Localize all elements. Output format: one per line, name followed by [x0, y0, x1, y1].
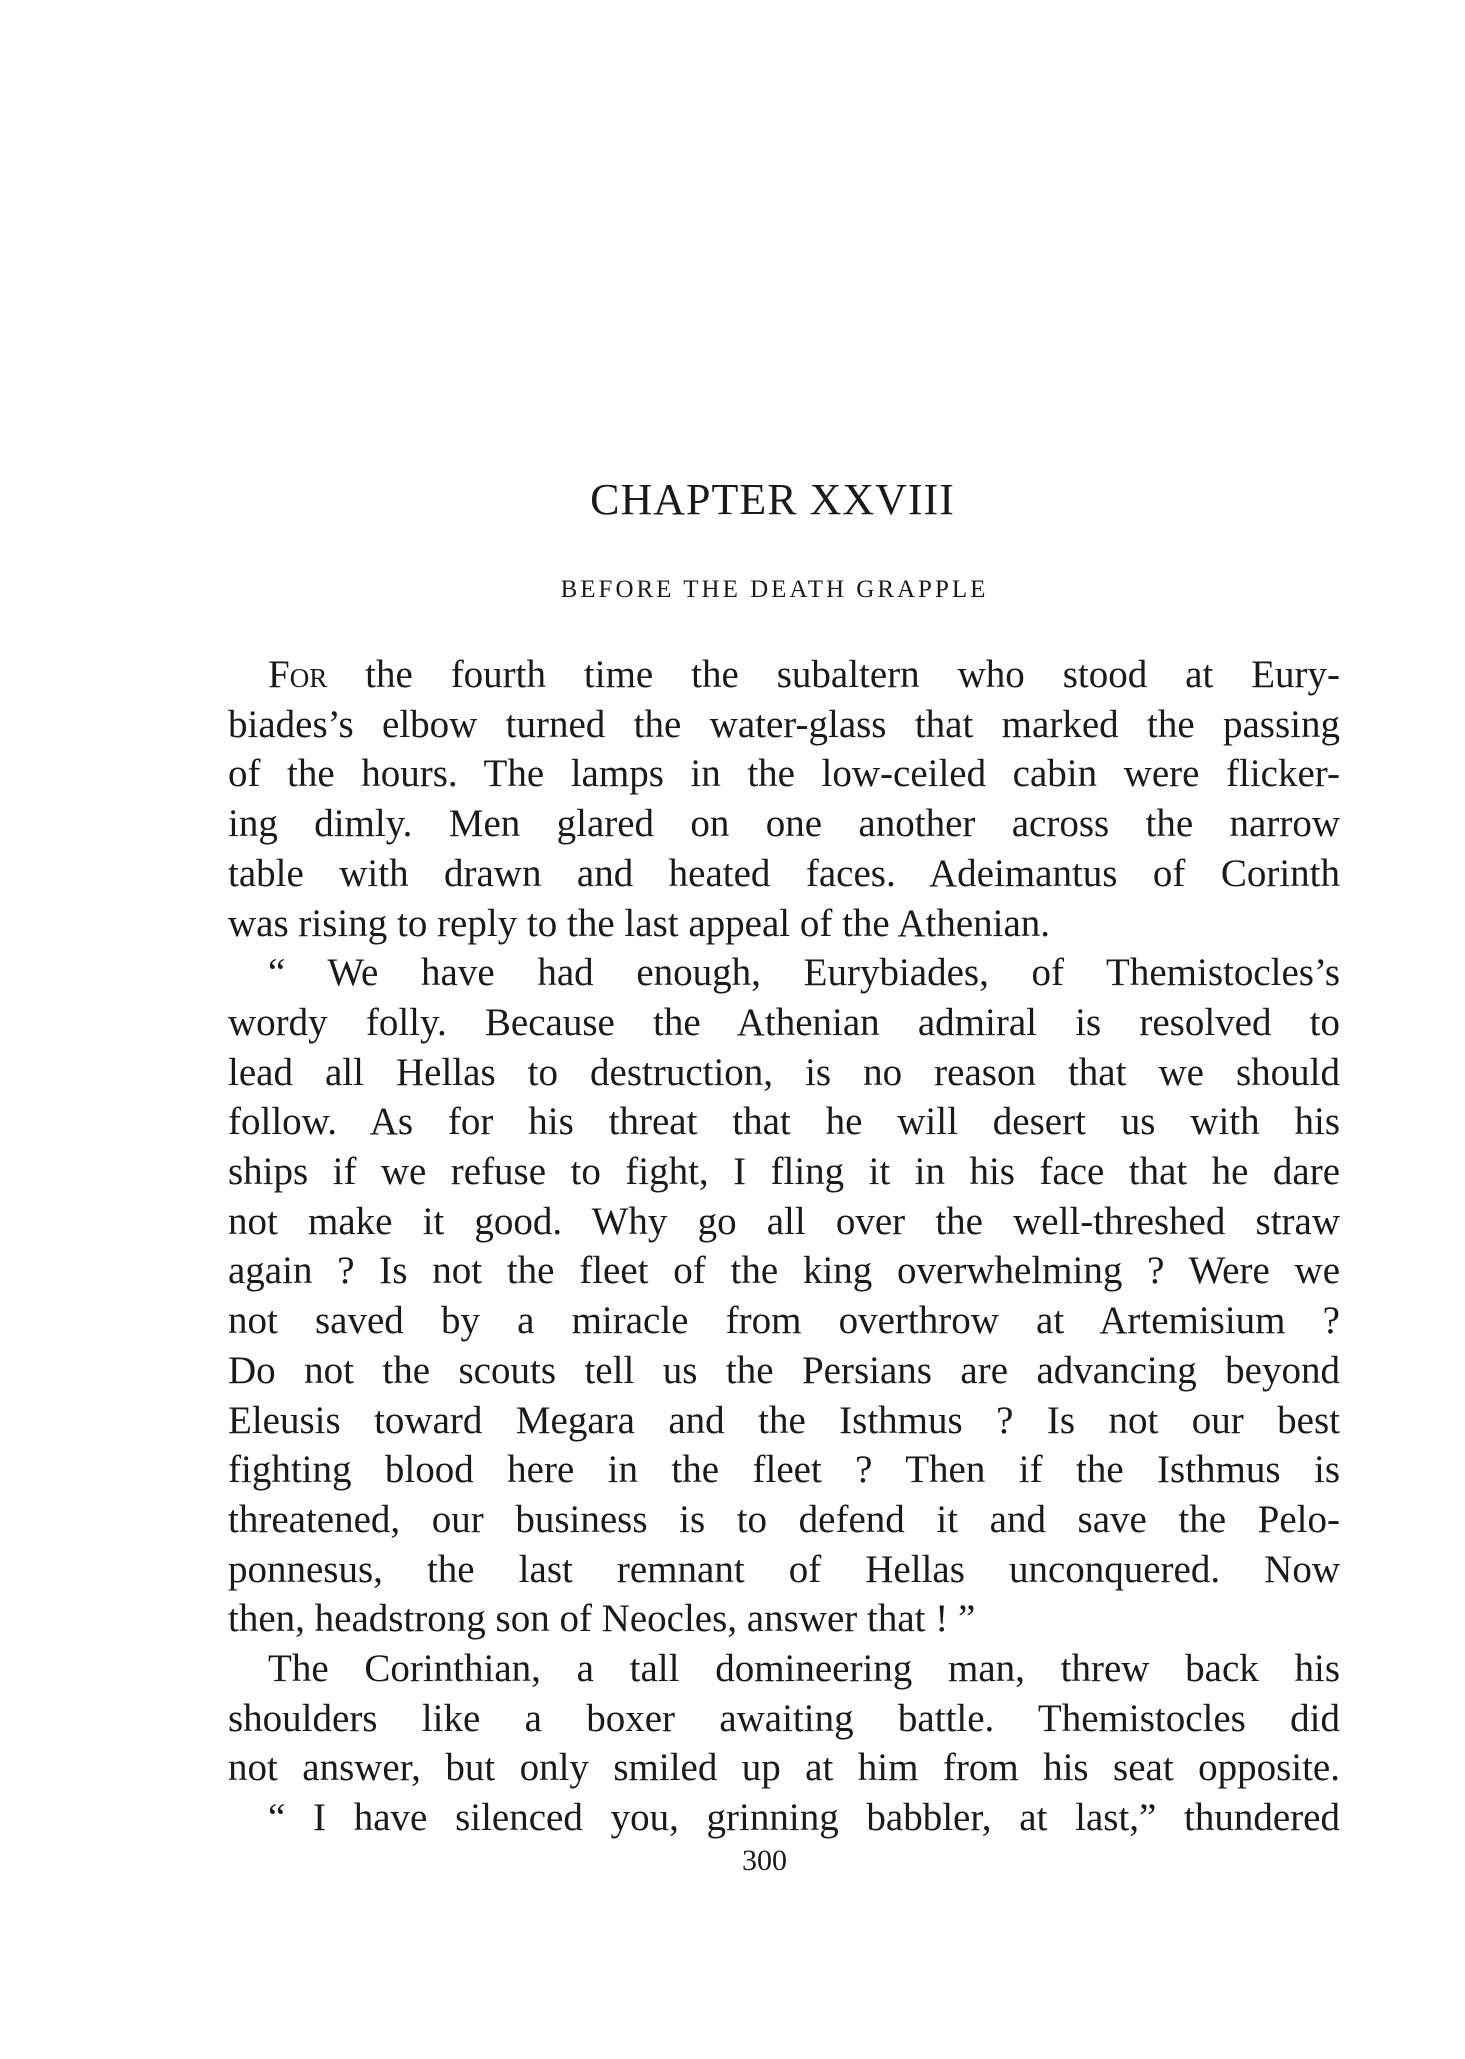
text-line: The Corinthian, a tall domineering man, threw back his — [268, 1647, 1340, 1691]
text-line: table with drawn and heated faces. Adeimantus of Corinth — [228, 851, 1340, 895]
text-line: was rising to reply to the last appeal of the Athenian. — [228, 901, 1051, 945]
text-line: lead all Hellas to destruction, is no reason that we should — [228, 1050, 1340, 1094]
chapter-title: CHAPTER XXVIII — [590, 475, 955, 524]
text-line: “ I have silenced you, grinning babbler, at last,” thundered — [268, 1796, 1340, 1840]
page-number: 300 — [742, 1844, 787, 1877]
chapter-subtitle: BEFORE THE DEATH GRAPPLE — [560, 576, 989, 603]
text-line: ponnesus, the last remnant of Hellas unconquered. Now — [228, 1547, 1340, 1591]
text-line: not make it good. Why go all over the well-threshed straw — [228, 1199, 1340, 1243]
text-line: not answer, but only smiled up at him from his seat opposite. — [228, 1746, 1340, 1790]
opening-word: For — [268, 653, 328, 696]
text-line: shoulders like a boxer awaiting battle. Themistocles did — [228, 1696, 1340, 1740]
text-line: not saved by a miracle from overthrow at Artemisium ? — [228, 1299, 1340, 1343]
text-line: of the hours. The lamps in the low-ceiled cabin were flicker- — [228, 752, 1340, 796]
text-line: follow. As for his threat that he will desert us with his — [228, 1100, 1340, 1144]
text-line: wordy folly. Because the Athenian admiral is resolved to — [228, 1000, 1340, 1044]
body-text — [228, 650, 1340, 1843]
text-line: Do not the scouts tell us the Persians are advancing beyond — [228, 1348, 1340, 1392]
text-line: ships if we refuse to fight, I fling it in his face that he dare — [228, 1150, 1340, 1194]
text-line: biades’s elbow turned the water-glass that marked the passing — [228, 702, 1340, 746]
text-line: “ We have had enough, Eurybiades, of Themistocles’s — [268, 951, 1340, 995]
text-line: again ? Is not the fleet of the king overwhelming ? Were we — [228, 1249, 1340, 1293]
text-line: threatened, our business is to defend it and save the Pelo- — [228, 1497, 1340, 1541]
text-line: ing dimly. Men glared on one another across the narrow — [228, 802, 1340, 846]
text-line: Eleusis toward Megara and the Isthmus ? Is not our best — [228, 1398, 1340, 1442]
text-line: then, headstrong son of Neocles, answer that ! ” — [228, 1597, 976, 1641]
text-line: fighting blood here in the fleet ? Then if the Isthmus is — [228, 1448, 1340, 1492]
text-line: For the fourth time the subaltern who stood at Eury- — [268, 653, 1340, 696]
